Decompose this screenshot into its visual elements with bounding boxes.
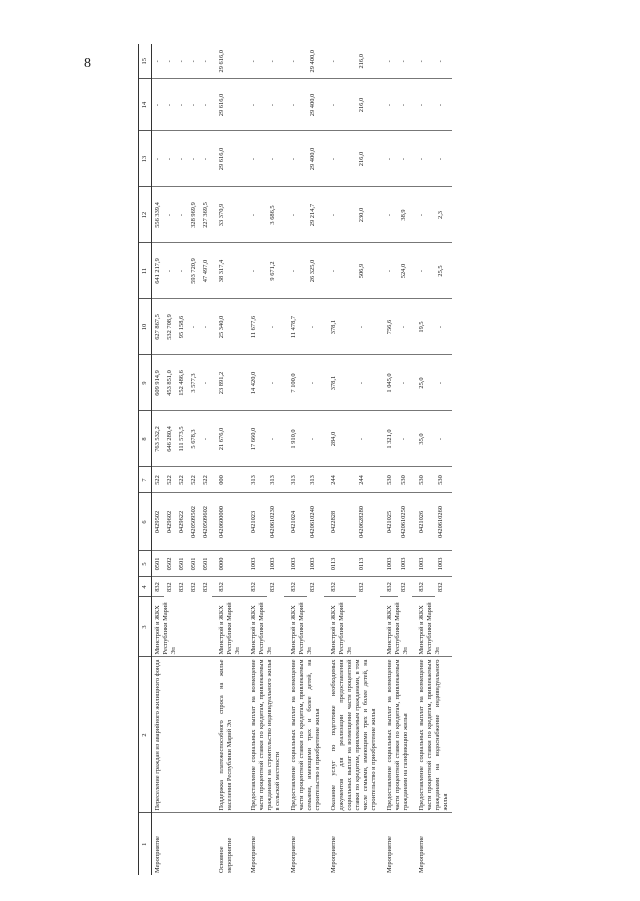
column-header-10: 10 — [139, 299, 152, 355]
cell-c10: 378,1 — [324, 299, 356, 355]
cell-c11: - — [324, 243, 356, 299]
cell-c14: - — [284, 79, 307, 131]
table-row — [412, 44, 435, 875]
cell-c15: - — [164, 44, 176, 79]
column-header-5: 5 — [139, 551, 152, 577]
cell-c8: 1 321,0 — [380, 411, 398, 467]
cell-c12: 2,3 — [435, 187, 452, 243]
column-header-13: 13 — [139, 131, 152, 187]
cell-c6: 0421024 — [284, 493, 307, 551]
cell-c6: 0421025 — [380, 493, 398, 551]
cell-c9: - — [200, 355, 212, 411]
cell-c9: 453 851,0 — [164, 355, 176, 411]
cell-c14: - — [152, 79, 165, 131]
cell-c15: - — [380, 44, 398, 79]
cell-c4: 832 — [324, 577, 356, 597]
cell-c14: - — [324, 79, 356, 131]
cell-c4: 832 — [202, 582, 209, 593]
cell-c8: 21 676,0 — [212, 411, 244, 467]
cell-c9: 152 486,6 — [176, 355, 188, 411]
cell-c12: 230,0 — [356, 187, 380, 243]
cell-c15: - — [435, 44, 452, 79]
cell-c12: 227 369,5 — [200, 187, 212, 243]
row-name-cell: Переселение граждан из аварийного жилищного фонда — [152, 657, 213, 813]
cell-c10: 95 158,6 — [176, 299, 188, 355]
cell-c10: - — [398, 299, 412, 355]
cell-c10: 532 708,9 — [164, 299, 176, 355]
cell-c12: 33 370,9 — [212, 187, 244, 243]
cell-c11: 25,5 — [435, 243, 452, 299]
cell-c7: 522 — [176, 467, 188, 493]
cell-c9: - — [267, 355, 284, 411]
cell-c13: - — [176, 131, 188, 187]
cell-c5: 1003 — [435, 551, 452, 577]
cell-c6: 0420628280 — [356, 493, 380, 551]
cell-c7: 522 — [200, 467, 212, 493]
cell-c10: - — [267, 299, 284, 355]
cell-c8: - — [307, 411, 324, 467]
cell-c4: 832 — [358, 582, 365, 593]
cell-c11: 47 497,0 — [200, 243, 212, 299]
cell-c13: - — [164, 131, 176, 187]
cell-c10: - — [356, 299, 380, 355]
row-type-cell: Мероприятие — [250, 836, 257, 873]
cell-c11: - — [284, 243, 307, 299]
cell-c6: 0429622 — [176, 493, 188, 551]
cell-c9: 14 420,0 — [244, 355, 267, 411]
cell-c7: 522 — [164, 467, 176, 493]
cell-c12: - — [380, 187, 398, 243]
cell-c9: 23 891,2 — [212, 355, 244, 411]
cell-c5: 0113 — [356, 551, 380, 577]
row-executor-cell: Минстрой и ЖКХ Республики Марий Эл — [380, 597, 412, 657]
cell-c8: - — [267, 411, 284, 467]
column-number-header — [139, 44, 152, 875]
cell-c10: - — [307, 299, 324, 355]
cell-c15: - — [398, 44, 412, 79]
column-header-2: 2 — [139, 657, 152, 813]
cell-c6: 0429502 — [152, 493, 165, 551]
cell-c5: 1003 — [307, 551, 324, 577]
cell-c10: - — [435, 299, 452, 355]
cell-c11: 641 217,9 — [152, 243, 165, 299]
cell-c14: 216,0 — [356, 79, 380, 131]
column-header-9: 9 — [139, 355, 152, 411]
cell-c15: 216,0 — [356, 44, 380, 79]
cell-c6: 0420600000 — [212, 493, 244, 551]
page-number: 8 — [84, 56, 91, 71]
cell-c8: 111 573,5 — [176, 411, 188, 467]
column-header-14: 14 — [139, 79, 152, 131]
cell-c12: - — [324, 187, 356, 243]
cell-c12: - — [164, 187, 176, 243]
cell-c13: 29 616,0 — [212, 131, 244, 187]
row-name-cell: Предоставление социальных выплат на возмещение части процентной ставки по кредитам, привлекаемым семьями, имеющими трех и более детей, на строительство и приобретение жилья — [284, 657, 324, 813]
cell-c9: 1 045,0 — [380, 355, 398, 411]
column-header-6: 6 — [139, 493, 152, 551]
row-name-cell: Оказание услуг по подготовке необходимых документов для реализации предоставления социальных выплат на возмещение части процентной ставки по кредитам, привлекаемым гражданами, в том числе семьями, имеющими трех и более детей, на строительство и приобретение жилья — [324, 657, 380, 813]
cell-c11: - — [164, 243, 176, 299]
table-row — [212, 44, 244, 875]
cell-c13: - — [244, 131, 267, 187]
cell-c12: 38,9 — [398, 187, 412, 243]
cell-c13: - — [380, 131, 398, 187]
cell-c11: 38 317,4 — [212, 243, 244, 299]
row-type-cell: Мероприятие — [386, 836, 393, 873]
cell-c11: 524,0 — [398, 243, 412, 299]
cell-c11: 506,9 — [356, 243, 380, 299]
cell-c15: - — [267, 44, 284, 79]
cell-c8: - — [398, 411, 412, 467]
cell-c13: - — [200, 131, 212, 187]
cell-c13: - — [398, 131, 412, 187]
cell-c15: - — [176, 44, 188, 79]
cell-c13: 29 400,0 — [307, 131, 324, 187]
cell-c5: 0501 — [176, 551, 188, 577]
cell-c9: 7 100,0 — [284, 355, 307, 411]
row-type-cell: Мероприятие — [154, 836, 161, 873]
cell-c4: 832 — [152, 577, 165, 597]
cell-c4: 832 — [190, 582, 197, 593]
cell-c11: - — [380, 243, 398, 299]
cell-c10: 25 340,0 — [212, 299, 244, 355]
cell-c15: - — [200, 44, 212, 79]
cell-c4: 832 — [284, 577, 307, 597]
cell-c4: 832 — [380, 577, 398, 597]
cell-c7: 530 — [380, 467, 398, 493]
cell-c6: 0420610250 — [398, 493, 412, 551]
row-type-cell: Основное мероприятие — [218, 837, 233, 873]
cell-c5: 0501 — [152, 551, 165, 577]
cell-c4: 832 — [166, 582, 173, 593]
row-executor-cell: Минстрой и ЖКХ Республики Марий Эл — [212, 597, 244, 657]
cell-c7: 313 — [307, 467, 324, 493]
cell-c11: - — [176, 243, 188, 299]
row-type-cell: Мероприятие — [290, 836, 297, 873]
cell-c11: 9 671,2 — [267, 243, 284, 299]
cell-c5: 0502 — [164, 551, 176, 577]
cell-c10: - — [200, 299, 212, 355]
cell-c5: 1003 — [244, 551, 267, 577]
cell-c8: 1 910,0 — [284, 411, 307, 467]
cell-c4: 832 — [308, 582, 316, 593]
cell-c14: - — [176, 79, 188, 131]
row-type-cell: Мероприятие — [330, 836, 337, 873]
cell-c8: 5 678,3 — [188, 411, 200, 467]
cell-c6: 0420610240 — [307, 493, 324, 551]
cell-c10: - — [188, 299, 200, 355]
cell-c12: 29 214,7 — [307, 187, 324, 243]
cell-c8: 17 660,0 — [244, 411, 267, 467]
cell-c15: - — [244, 44, 267, 79]
row-name-cell: Предоставление социальных выплат на возмещение части процентной ставки по кредитам, привлекаемым гражданами на строительство индивидуального жилья в сельской местности — [244, 657, 284, 813]
cell-c7: 313 — [267, 467, 284, 493]
cell-c15: - — [152, 44, 165, 79]
cell-c5: 1003 — [412, 551, 435, 577]
cell-c14: 29 400,0 — [307, 79, 324, 131]
cell-c9: - — [435, 355, 452, 411]
column-header-7: 7 — [139, 467, 152, 493]
cell-c13: - — [435, 131, 452, 187]
cell-c11: 26 325,0 — [307, 243, 324, 299]
cell-c14: - — [412, 79, 435, 131]
cell-c12: - — [284, 187, 307, 243]
cell-c12: 556 339,4 — [152, 187, 165, 243]
cell-c6: 0422828 — [324, 493, 356, 551]
cell-c7: 530 — [398, 467, 412, 493]
cell-c13: - — [324, 131, 356, 187]
row-executor-cell: Минстрой и ЖКХ Республики Марий Эл — [412, 597, 452, 657]
cell-c15: - — [284, 44, 307, 79]
row-executor-cell: Минстрой и ЖКХ Республики Марий Эл — [284, 597, 324, 657]
cell-c14: - — [398, 79, 412, 131]
cell-c8: - — [356, 411, 380, 467]
table-row — [244, 44, 267, 875]
cell-c5: 1003 — [267, 551, 284, 577]
cell-c6: 0420610260 — [435, 493, 452, 551]
cell-c5: 0000 — [212, 551, 244, 577]
cell-c6: 0420610230 — [267, 493, 284, 551]
cell-c4: 832 — [244, 577, 267, 597]
row-type-cell: Мероприятие — [418, 836, 425, 873]
cell-c8: 646 280,4 — [164, 411, 176, 467]
cell-c9: - — [356, 355, 380, 411]
cell-c10: 11 677,6 — [244, 299, 267, 355]
cell-c8: 284,0 — [324, 411, 356, 467]
cell-c5: 1003 — [398, 551, 412, 577]
cell-c14: 29 616,0 — [212, 79, 244, 131]
cell-c8: 763 532,2 — [152, 411, 165, 467]
cell-c15: - — [324, 44, 356, 79]
cell-c7: 313 — [244, 467, 267, 493]
cell-c4: 832 — [436, 582, 444, 593]
column-header-15: 15 — [139, 44, 152, 79]
cell-c4: 832 — [400, 582, 408, 593]
table-body — [152, 44, 453, 875]
cell-c6: 0421026 — [412, 493, 435, 551]
cell-c12: - — [412, 187, 435, 243]
cell-c13: - — [152, 131, 165, 187]
cell-c11: - — [244, 243, 267, 299]
row-name-cell: Поддержка платежеспособного спроса на жилье населения Республики Марий Эл — [212, 657, 244, 813]
cell-c11: - — [412, 243, 435, 299]
cell-c14: - — [164, 79, 176, 131]
cell-c12: - — [176, 187, 188, 243]
cell-c10: 11 478,7 — [284, 299, 307, 355]
table-row — [152, 44, 165, 875]
cell-c4: 832 — [178, 582, 185, 593]
cell-c13: - — [188, 131, 200, 187]
cell-c13: - — [284, 131, 307, 187]
cell-c5: 0113 — [324, 551, 356, 577]
cell-c6: 0420509602 — [200, 493, 212, 551]
cell-c7: 313 — [284, 467, 307, 493]
cell-c9: - — [398, 355, 412, 411]
cell-c12: 328 969,9 — [188, 187, 200, 243]
cell-c14: - — [244, 79, 267, 131]
cell-c7: 530 — [412, 467, 435, 493]
column-header-8: 8 — [139, 411, 152, 467]
cell-c5: 0501 — [200, 551, 212, 577]
row-name-cell: Предоставление социальных выплат на возмещение части процентной ставки по кредитам, привлекаемым гражданами на газификацию жилья — [380, 657, 412, 813]
table-row — [284, 44, 307, 875]
cell-c14: - — [267, 79, 284, 131]
cell-c7: 522 — [152, 467, 165, 493]
cell-c15: - — [412, 44, 435, 79]
cell-c5: 0501 — [188, 551, 200, 577]
row-name-cell: Предоставление социальных выплат на возмещение части процентной ставки по кредитам, привлекаемым гражданами на водоснабжение индивидуального жилья — [412, 657, 452, 813]
cell-c11: 593 720,9 — [188, 243, 200, 299]
column-header-4: 4 — [139, 577, 152, 597]
cell-c5: 1003 — [380, 551, 398, 577]
cell-c4: 832 — [268, 582, 276, 593]
cell-c12: - — [244, 187, 267, 243]
cell-c9: - — [307, 355, 324, 411]
cell-c15: 29 616,0 — [212, 44, 244, 79]
cell-c9: 609 914,9 — [152, 355, 165, 411]
cell-c12: 3 686,5 — [267, 187, 284, 243]
cell-c14: - — [200, 79, 212, 131]
cell-c15: - — [188, 44, 200, 79]
cell-c9: 378,1 — [324, 355, 356, 411]
cell-c10: 627 867,5 — [152, 299, 165, 355]
cell-c13: 216,0 — [356, 131, 380, 187]
program-table — [138, 44, 452, 875]
column-header-3: 3 — [139, 597, 152, 657]
cell-c15: 29 400,0 — [307, 44, 324, 79]
cell-c5: 1003 — [284, 551, 307, 577]
cell-c13: - — [412, 131, 435, 187]
cell-c6: 0429602 — [164, 493, 176, 551]
cell-c10: 756,6 — [380, 299, 398, 355]
cell-c6: 0421023 — [244, 493, 267, 551]
cell-c4: 832 — [212, 577, 244, 597]
cell-c13: - — [267, 131, 284, 187]
cell-c14: - — [435, 79, 452, 131]
column-header-12: 12 — [139, 187, 152, 243]
cell-c7: 530 — [435, 467, 452, 493]
cell-c4: 832 — [412, 577, 435, 597]
cell-c7: 522 — [188, 467, 200, 493]
column-header-11: 11 — [139, 243, 152, 299]
cell-c8: - — [435, 411, 452, 467]
cell-c14: - — [380, 79, 398, 131]
cell-c7: 000 — [212, 467, 244, 493]
row-executor-cell: Минстрой и ЖКХ Республики Марий Эл — [152, 597, 213, 657]
cell-c8: - — [200, 411, 212, 467]
cell-c9: 3 577,3 — [188, 355, 200, 411]
cell-c6: 0420509502 — [188, 493, 200, 551]
cell-c7: 244 — [324, 467, 356, 493]
table-row — [324, 44, 356, 875]
cell-c14: - — [188, 79, 200, 131]
column-header-1: 1 — [139, 813, 152, 875]
cell-c10: 19,5 — [412, 299, 435, 355]
cell-c8: 35,0 — [412, 411, 435, 467]
budget-table-sheet — [138, 44, 613, 875]
table-row — [380, 44, 398, 875]
cell-c9: 25,0 — [412, 355, 435, 411]
row-executor-cell: Минстрой и ЖКХ Республики Марий Эл — [324, 597, 380, 657]
cell-c7: 244 — [356, 467, 380, 493]
row-executor-cell: Минстрой и ЖКХ Республики Марий Эл — [244, 597, 284, 657]
